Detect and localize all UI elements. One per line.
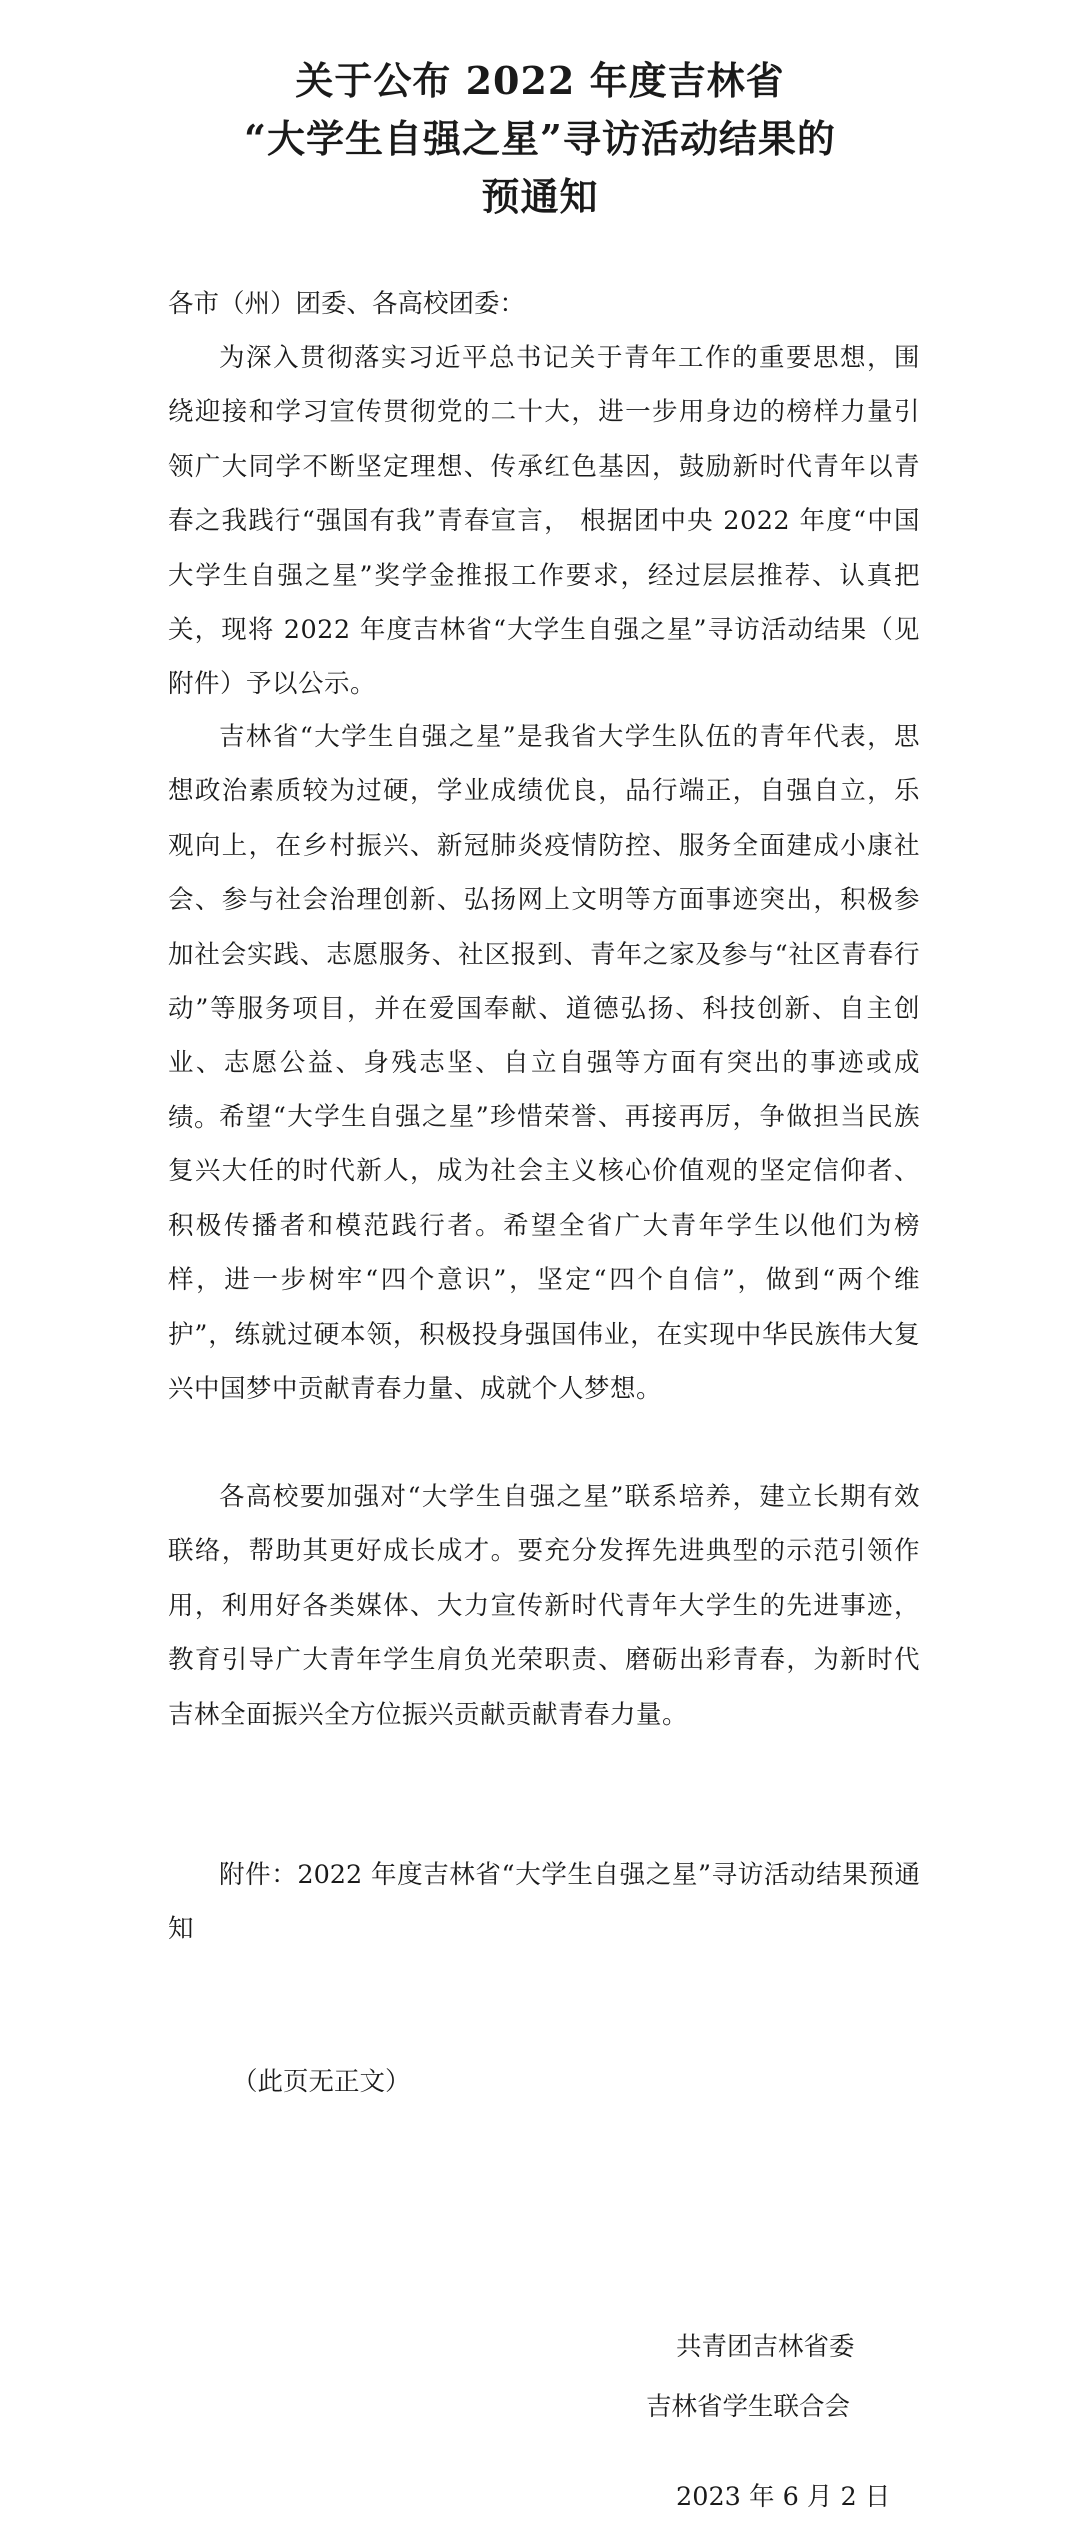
paragraph-1-block [168,331,920,712]
paragraph-2: 吉林省“大学生自强之星”是我省大学生队伍的青年代表，思想政治素质较为过硬，学业成绩优良，品行端正，自强自立，乐观向上，在乡村振兴、新冠肺炎疫情防控、服务全面建成小康社会、参与社会治理创新、弘扬网上文明等方面事迹突出，积极参加社会实践、志愿服务、社区报到、青年之家及参与“社区青春行动”等服务项目，并在爱国奉献、道德弘扬、科技创新、自主创业、志愿公益、身残志坚、自立自强等方面有突出的事迹或成绩。 [168,722,920,1133]
title-line-2: “大学生自强之星”寻访活动结果的 [244,116,836,161]
paragraph-2-block [168,710,920,1145]
title-line-1: 关于公布 2022 年度吉林省 [295,58,785,103]
title-line-3: 预通知 [481,174,599,219]
attachment-note: 附件：2022 年度吉林省“大学生自强之星”寻访活动结果预通知 [168,1860,920,1944]
paragraph-3: 希望“大学生自强之星”珍惜荣誉、再接再厉，争做担当民族复兴大任的时代新人，成为社会主义核心价值观的坚定信仰者、积极传播者和模范践行者。希望全省广大青年学生以他们为榜样，进一步树牢“四个意识”，坚定“四个自信”，做到“两个维护”，练就过硬本领，积极投身强国伟业，在实现中华民族伟大复兴中国梦中贡献青春力量、成就个人梦想。 [168,1102,920,1405]
signature-date: 2023 年 6 月 2 日 [676,2482,891,2512]
signature-org-1: 共青团吉林省委 [676,2332,855,2362]
paragraph-4: 各高校要加强对“大学生自强之星”联系培养，建立长期有效联络，帮助其更好成长成才。要充分发挥先进典型的示范引领作用，利用好各类媒体、大力宣传新时代青年大学生的先进事迹，教育引导广大青年学生肩负光荣职责、磨砺出彩青春，为新时代吉林全面振兴全方位振兴贡献贡献青春力量。 [168,1482,920,1730]
document-title [0,52,1080,226]
paragraph-1: 为深入贯彻落实习近平总书记关于青年工作的重要思想，围绕迎接和学习宣传贯彻党的二十大，进一步用身边的榜样力量引领广大同学不断坚定理想、传承红色基因，鼓励新时代青年以青春之我践行“强国有我”青春宣言， 根据团中央 2022 年度“中国大学生自强之星”奖学金推报工作要求，经过层层推荐、认真把关，现将 2022 年度吉林省“大学生自强之星”寻访活动结果（见附件）予以公示。 [168,343,920,700]
signature-org-2: 吉林省学生联合会 [646,2392,851,2422]
paragraph-4-block [168,1470,920,1742]
no-body-note: （此页无正文） [232,2067,411,2097]
salutation: 各市（州）团委、各高校团委： [168,289,526,319]
paragraph-3-block [168,1090,920,1416]
